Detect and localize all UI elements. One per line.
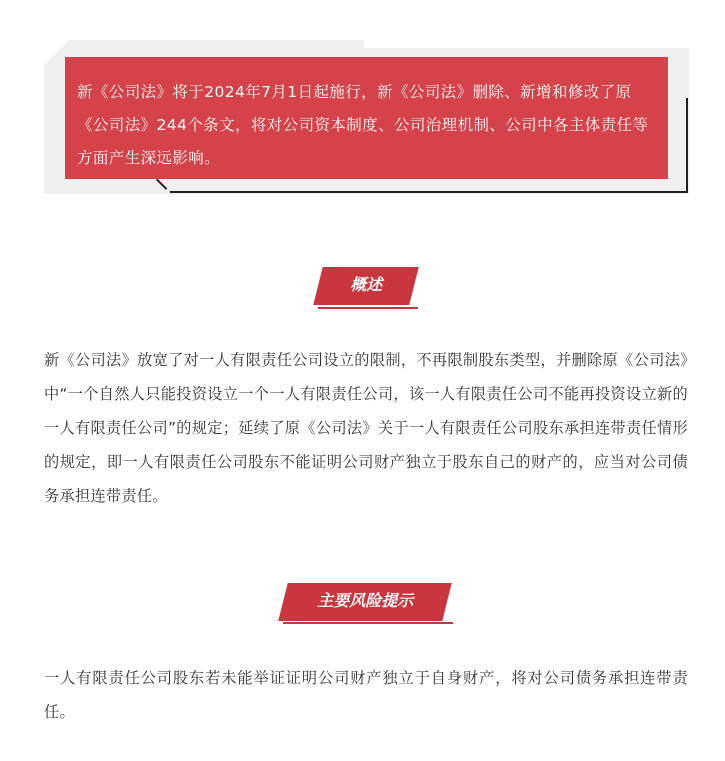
intro-callout <box>44 40 689 194</box>
section-title-badge <box>278 583 451 621</box>
section-title-overview <box>318 267 418 309</box>
section-body-risk: 一人有限责任公司股东若未能举证证明公司财产独立于自身财产，将对公司债务承担连带责任。 <box>44 669 688 721</box>
intro-text: 新《公司法》将于2024年7月1日起施行，新《公司法》删除、新增和修改了原《公司法》244个条文，将对公司资本制度、公司治理机制、公司中各主体责任等方面产生深远影响。 <box>65 57 668 179</box>
section-title-text: 概述 <box>350 275 383 294</box>
section-title-underline <box>283 622 453 624</box>
intro-callout-border <box>170 191 688 193</box>
section-title-underline <box>318 307 418 309</box>
section-body-overview: 新《公司法》放宽了对一人有限责任公司设立的限制，不再限制股东类型，并删除原《公司法》中“一个自然人只能投资设立一个一人有限责任公司，该一人有限责任公司不能再投资设立新的一人有限责任公司”的规定；延续了原《公司法》关于一人有限责任公司股东承担连带责任情形的规定，即一人有限责任公司股东不能证明公司财产独立于股东自己的财产的，应当对公司债务承担连带责任。 <box>44 351 688 505</box>
intro-callout-border <box>686 98 688 192</box>
section-title-text: 主要风险提示 <box>317 591 414 610</box>
section-title-badge <box>313 267 418 305</box>
section-title-risk <box>283 583 453 625</box>
